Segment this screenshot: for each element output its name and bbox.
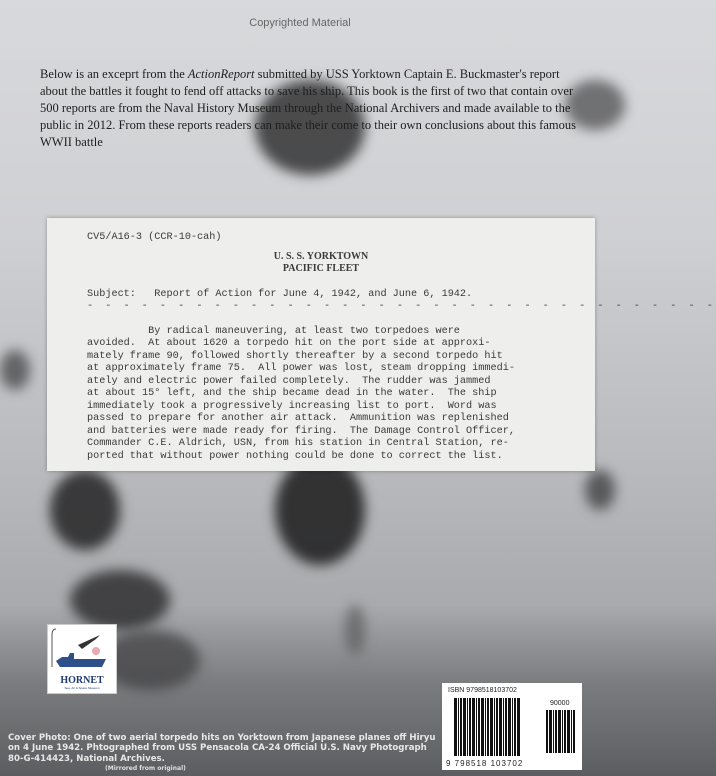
price-code: 90000: [550, 700, 570, 707]
barcode-bar: [562, 710, 563, 753]
barcode-bar: [481, 698, 484, 756]
barcode-bar: [517, 698, 520, 756]
barcode-bar: [553, 710, 554, 753]
intro-text: submitted by USS Yorktown Captain E. Buckmaster's report about the battles it fought to fend off attacks to save his ship. This book is the first of two that contain over 500 reports are from the Naval History Museum through the National Archivers and made available to the public in 2012. From these reports readers can make their come to their own conclusions about this famous WWII battle: [40, 67, 576, 149]
smoke-cloud: [275, 455, 365, 565]
intro-title: ActionReport: [187, 67, 255, 81]
isbn-label: ISBN 9798518103702: [448, 687, 517, 694]
barcode-bar: [514, 698, 516, 756]
hornet-museum-logo: [47, 624, 117, 694]
intro-text: Below is an exceprt from the: [40, 67, 188, 81]
barcode-bar: [487, 698, 489, 756]
barcode-bar: [508, 698, 511, 756]
logo-text: HORNET: [60, 675, 104, 686]
barcode-bars: [454, 698, 534, 756]
barcode-bar: [499, 698, 502, 756]
smoke-cloud: [585, 470, 615, 510]
barcode-bar: [467, 698, 468, 756]
cover-photo-caption: Cover Photo: One of two aerial torpedo hits on Yorktown from Japanese planes off Hiryu on 4 June 1942. Phtographed from USS Pensacola CA-24 Official U.S. Navy Photograph 80-G-414423, National Archives.: [8, 732, 436, 764]
price-barcode-bars: [546, 710, 578, 753]
caption-block: [8, 733, 438, 774]
copyright-notice: Copyrighted Material: [249, 17, 351, 29]
barcode-bar: [469, 698, 471, 756]
barcode-bar: [496, 698, 498, 756]
barcode-bar: [549, 710, 552, 753]
barcode-bar: [485, 698, 486, 756]
document-reference: CV5/A16-3 (CCR-10-cah): [87, 232, 222, 243]
barcode-bar: [555, 710, 557, 753]
smoke-cloud: [70, 570, 170, 630]
action-report-excerpt: [47, 218, 716, 471]
barcode-bar: [573, 710, 575, 753]
document-subject: Subject: Report of Action for June 4, 1942, and June 6, 1942.: [87, 288, 473, 300]
barcode-bar: [512, 698, 513, 756]
document-subheading: PACIFIC FLEET: [282, 262, 360, 274]
barcode-bar: [476, 698, 477, 756]
caption-note: (Mirrored from original): [105, 765, 186, 772]
barcode-bar: [558, 710, 561, 753]
barcode-bar: [546, 710, 548, 753]
smoke-cloud: [0, 350, 30, 390]
barcode-bar: [564, 710, 566, 753]
smoke-cloud: [50, 470, 120, 550]
barcode-bar: [460, 698, 462, 756]
barcode-bar: [472, 698, 475, 756]
isbn-number: 9 798518 103702: [446, 759, 524, 768]
water-splash: [345, 605, 365, 655]
barcode-bar: [567, 710, 570, 753]
document-heading: U. S. S. YORKTOWN: [273, 250, 369, 262]
barcode-bar: [458, 698, 459, 756]
document-divider: - - - - - - - - - - - - - - - - - - - - - - - - - - - - - - - - - - -: [87, 301, 716, 312]
aircraft-carrier-icon: [48, 625, 116, 675]
barcode-bar: [463, 698, 466, 756]
barcode-bar: [478, 698, 480, 756]
barcode-bar: [503, 698, 504, 756]
logo-subtitle: Sea, Air & Space Museum: [64, 686, 100, 690]
barcode-bar: [454, 698, 457, 756]
barcode-bar: [490, 698, 493, 756]
barcode-bar: [505, 698, 507, 756]
barcode-bar: [571, 710, 572, 753]
intro-paragraph: [40, 66, 580, 151]
isbn-barcode: [442, 683, 582, 770]
barcode-bar: [494, 698, 495, 756]
document-body: By radical maneuvering, at least two torpedoes were avoided. At about 1620 a torpedo hit on the port side at approxi- mately frame 90, followed shortly thereafter by a second torpedo hit at approximately frame 75. All power was lost, steam dropping immedi- ately and electric power failed completely. The rudder was jammed at about 15° left, and the ship became dead in the water. The ship immediately took a progressively increasing list to port. Word was passed to prepare for another air attack. Ammunition was replenished and batteries were made ready for firing. The Damage Control Officer, Commander C.E. Aldrich, USN, from his station in Central Station, re- ported that without power nothing could be done to correct the list.: [87, 325, 515, 462]
